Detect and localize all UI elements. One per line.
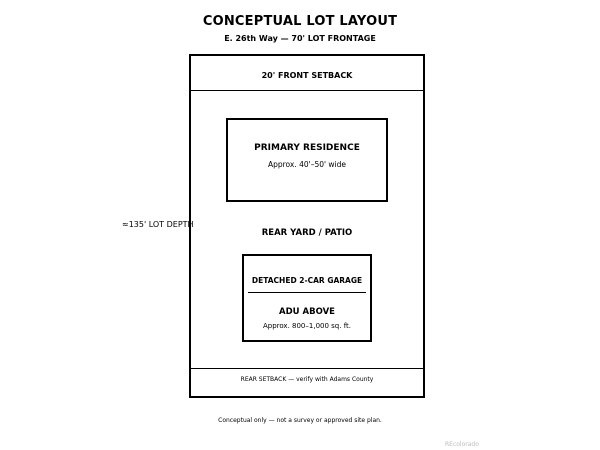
primary-residence-note: Approx. 40'–50' wide xyxy=(267,160,347,169)
front-setback-line xyxy=(191,90,423,91)
watermark: REcolorado xyxy=(445,441,479,448)
garage-adu-divider xyxy=(248,292,366,293)
page-title: CONCEPTUAL LOT LAYOUT xyxy=(202,14,398,29)
front-setback-label: 20' FRONT SETBACK xyxy=(261,71,353,80)
adu-title: ADU ABOVE xyxy=(279,307,335,317)
adu-note: Approx. 800–1,000 sq. ft. xyxy=(262,322,352,330)
lot-depth-label: ≈135' LOT DEPTH xyxy=(122,220,194,229)
garage-adu-box xyxy=(242,254,372,342)
primary-residence-title: PRIMARY RESIDENCE xyxy=(254,143,360,153)
rear-yard-label: REAR YARD / PATIO xyxy=(261,228,353,238)
disclaimer-text: Conceptual only — not a survey or approved site plan. xyxy=(218,417,382,424)
rear-setback-line xyxy=(191,368,423,369)
garage-title: DETACHED 2-CAR GARAGE xyxy=(251,276,363,285)
page-subtitle: E. 26th Way — 70' LOT FRONTAGE xyxy=(224,34,376,43)
primary-residence-box xyxy=(226,118,388,202)
rear-setback-label: REAR SETBACK — verify with Adams County xyxy=(240,376,374,383)
lot-outline xyxy=(189,54,425,398)
